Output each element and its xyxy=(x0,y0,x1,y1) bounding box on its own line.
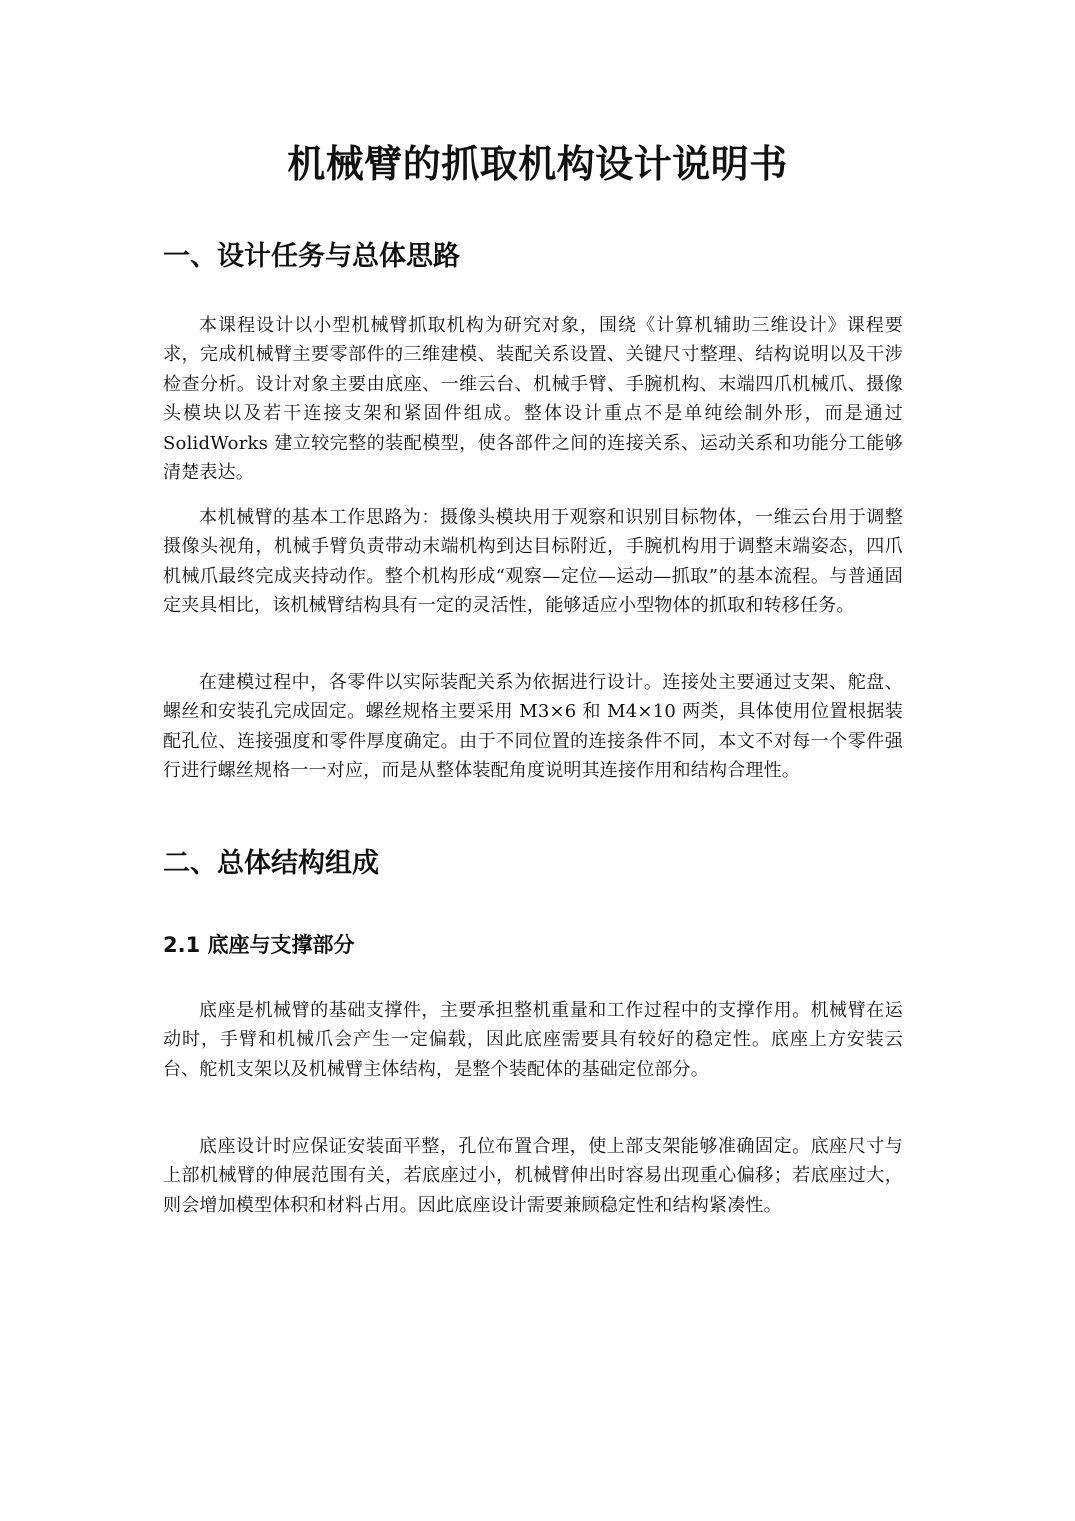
subsection-2-1-paragraph-2: 底座设计时应保证安装面平整，孔位布置合理，使上部支架能够准确固定。底座尺寸与上部机械臂的伸展范围有关，若底座过小，机械臂伸出时容易出现重心偏移；若底座过大，则会增加模型体积和材料占用。因此底座设计需要兼顾稳定性和结构紧凑性。 xyxy=(163,1136,903,1216)
section-1-paragraph-2: 本机械臂的基本工作思路为：摄像头模块用于观察和识别目标物体，一维云台用于调整摄像头视角，机械手臂负责带动末端机构到达目标附近，手腕机构用于调整末端姿态，四爪机械爪最终完成夹持动作。整个机构形成“观察—定位—运动—抓取”的基本流程。与普通固定夹具相比，该机械臂结构具有一定的灵活性，能够适应小型物体的抓取和转移任务。 xyxy=(163,507,903,617)
section-heading-2: 二、总体结构组成 xyxy=(163,848,379,879)
section-1-paragraph-1: 本课程设计以小型机械臂抓取机构为研究对象，围绕《计算机辅助三维设计》课程要求，完成机械臂主要零部件的三维建模、装配关系设置、关键尺寸整理、结构说明以及干涉检查分析。设计对象主要由底座、一维云台、机械手臂、手腕机构、末端四爪机械爪、摄像头模块以及若干连接支架和紧固件组成。整体设计重点不是单纯绘制外形，而是通过 SolidWorks 建立较完整的装配模型，使各部件之间的连接关系、运动关系和功能分工能够清楚表达。 xyxy=(163,315,903,484)
subsection-heading-2-1: 2.1 底座与支撑部分 xyxy=(163,933,355,957)
section-heading-1: 一、设计任务与总体思路 xyxy=(163,241,460,272)
section-1-paragraph-3: 在建模过程中，各零件以实际装配关系为依据进行设计。连接处主要通过支架、舵盘、螺丝和安装孔完成固定。螺丝规格主要采用 M3×6 和 M4×10 两类，具体使用位置根据装配孔位、连接强度和零件厚度确定。由于不同位置的连接条件不同，本文不对每一个零件强行进行螺丝规格一一对应，而是从整体装配角度说明其连接作用和结构合理性。 xyxy=(163,672,903,782)
document-title: 机械臂的抓取机构设计说明书 xyxy=(287,142,788,186)
subsection-2-1-paragraph-1: 底座是机械臂的基础支撑件，主要承担整机重量和工作过程中的支撑作用。机械臂在运动时，手臂和机械爪会产生一定偏载，因此底座需要具有较好的稳定性。底座上方安装云台、舵机支架以及机械臂主体结构，是整个装配体的基础定位部分。 xyxy=(163,1000,903,1080)
